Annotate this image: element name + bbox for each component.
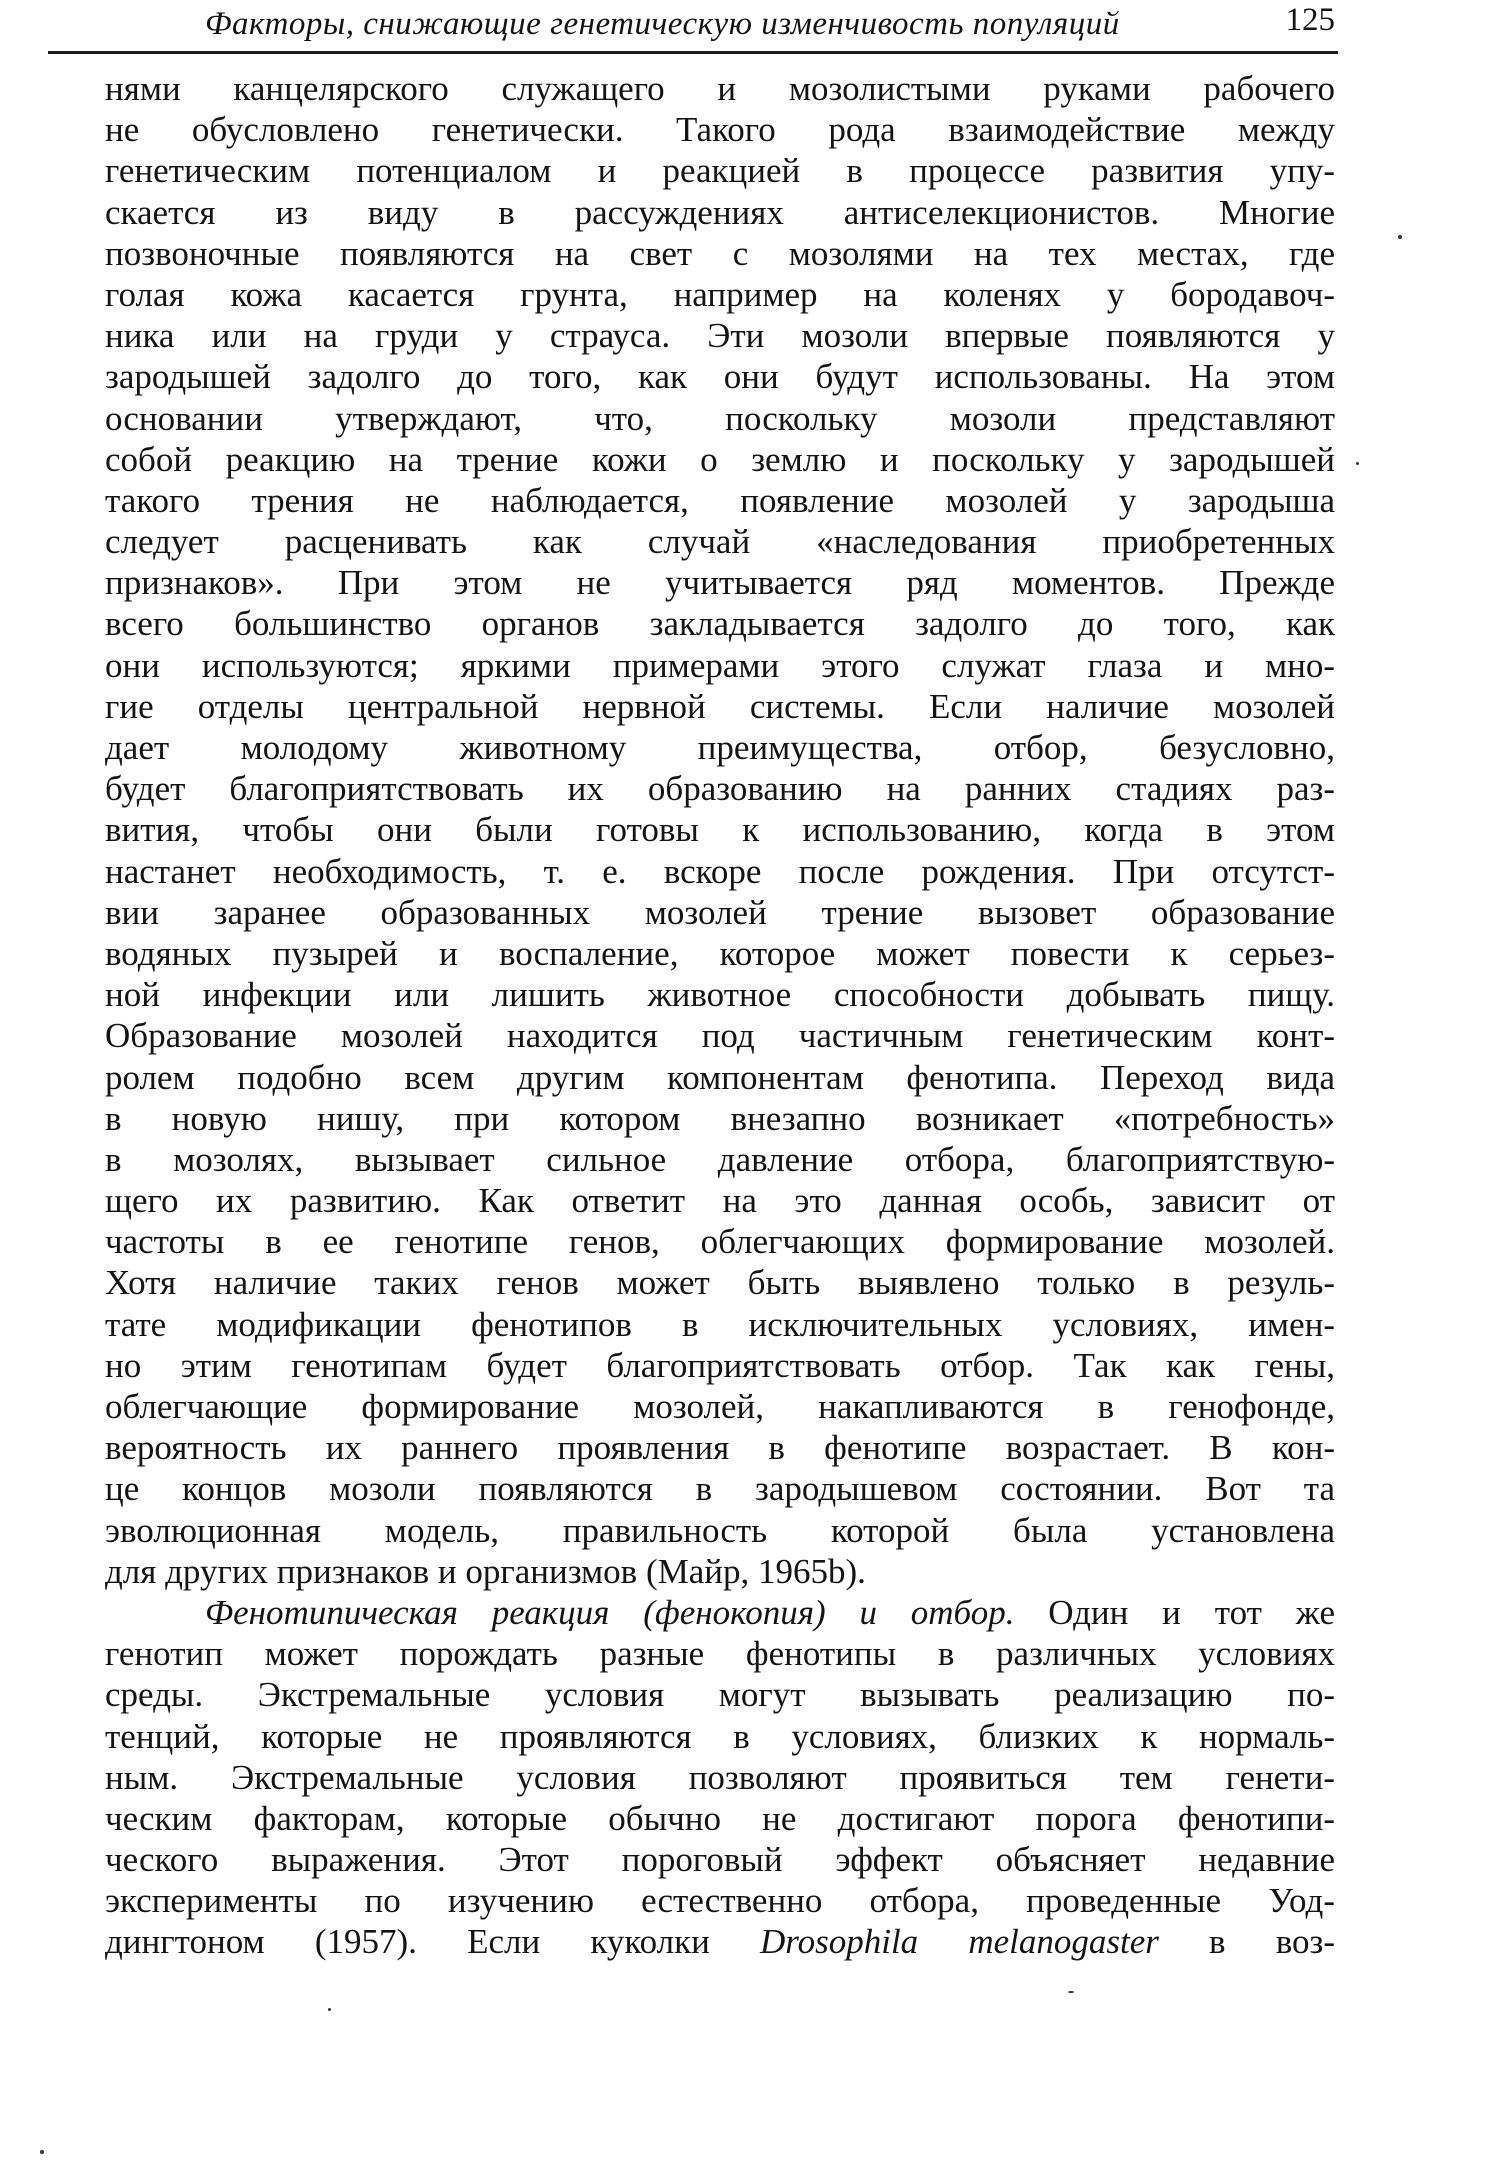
text-line: позвоночные появляются на свет с мозолями на тех местах, где <box>105 233 1335 273</box>
running-head <box>205 4 1335 52</box>
text-line: це концов мозоли появляются в зародышевом состоянии. Вот та <box>105 1469 1335 1509</box>
scan-speck <box>1068 1991 1074 1993</box>
text-line: не обусловлено генетически. Такого рода взаимодействие между <box>105 110 1335 150</box>
text-line: Образование мозолей находится под частичным генетическим конт- <box>105 1016 1335 1056</box>
text-line: ческого выражения. Этот пороговый эффект объясняет недавние <box>105 1840 1335 1880</box>
text-line: вития, чтобы они были готовы к использованию, когда в этом <box>105 810 1335 850</box>
text-line: ника или на груди у страуса. Эти мозоли впервые появляются у <box>105 316 1335 356</box>
species-name: Drosophila melanogaster <box>760 1922 1159 1962</box>
text-line: ным. Экстремальные условия позволяют проявиться тем генети- <box>105 1757 1335 1797</box>
text-line: тенций, которые не проявляются в условиях, близких к нормаль- <box>105 1716 1335 1756</box>
text-line: нями канцелярского служащего и мозолистыми руками рабочего <box>105 69 1335 108</box>
text-line: генетическим потенциалом и реакцией в процессе развития упу- <box>105 151 1335 191</box>
header-rule <box>48 51 1338 54</box>
text-line: ной инфекции или лишить животное способности добывать пищу. <box>105 975 1335 1015</box>
text-line: собой реакцию на трение кожи о землю и поскольку у зародышей <box>105 439 1335 479</box>
scan-speck <box>1356 462 1359 465</box>
page-number: 125 <box>1285 2 1335 38</box>
text-line: основании утверждают, что, поскольку мозоли представляют <box>105 398 1335 438</box>
paragraph-2 <box>105 1592 1335 1963</box>
scan-speck <box>328 2008 331 2011</box>
text-line: голая кожа касается грунта, например на коленях у бородавоч- <box>105 274 1335 314</box>
text-line: в новую нишу, при котором внезапно возникает «потребность» <box>105 1098 1335 1138</box>
text-line: вероятность их раннего проявления в фенотипе возрастает. В кон- <box>105 1428 1335 1468</box>
text-line: следует расценивать как случай «наследования приобретенных <box>105 522 1335 562</box>
text-line: ческим факторам, которые обычно не достигают порога фенотипи- <box>105 1798 1335 1838</box>
text-line: генотип может порождать разные фенотипы в различных условиях <box>105 1634 1335 1674</box>
text-line: тате модификации фенотипов в исключительных условиях, имен- <box>105 1304 1335 1344</box>
text-line: зародышей задолго до того, как они будут использованы. На этом <box>105 357 1335 397</box>
text-line: в мозолях, вызывает сильное давление отбора, благоприятствую- <box>105 1139 1335 1179</box>
scan-speck <box>40 2150 44 2154</box>
text-line: среды. Экстремальные условия могут вызывать реализацию по- <box>105 1675 1335 1715</box>
text-line: дает молодому животному преимущества, отбор, безусловно, <box>105 728 1335 767</box>
running-title: Факторы, снижающие генетическую изменчивость популяций <box>205 6 1120 42</box>
text-line: вии заранее образованных мозолей трение вызовет образование <box>105 892 1335 932</box>
text-line: для других признаков и организмов (Майр, 1965b). <box>105 1551 866 1591</box>
text-line: эксперименты по изучению естественно отбора, проведенные Уод- <box>105 1881 1335 1921</box>
text-run: дингтоном (1957). Если куколки <box>105 1922 710 1962</box>
text-line: будет благоприятствовать их образованию на ранних стадиях раз- <box>105 769 1335 809</box>
text-line <box>105 1921 1335 1962</box>
text-line: водяных пузырей и воспаление, которое может повести к серьез- <box>105 933 1335 973</box>
text-line <box>105 1592 1335 1633</box>
text-line: эволюционная модель, правильность которой была установлена <box>105 1510 1335 1550</box>
text-run: в воз- <box>1158 1922 1336 1962</box>
body-text <box>105 68 1335 1963</box>
text-line: но этим генотипам будет благоприятствовать отбор. Так как гены, <box>105 1345 1335 1385</box>
text-run: Один и тот же <box>1014 1592 1335 1632</box>
text-line: они используются; яркими примерами этого служат глаза и мно- <box>105 645 1335 685</box>
scan-speck <box>1398 235 1402 239</box>
text-line: настанет необходимость, т. е. вскоре после рождения. При отсутст- <box>105 851 1335 891</box>
text-line: всего большинство органов закладывается задолго до того, как <box>105 604 1335 644</box>
text-line: частоты в ее генотипе генов, облегчающих формирование мозолей. <box>105 1222 1335 1262</box>
text-line: гие отделы центральной нервной системы. Если наличие мозолей <box>105 686 1335 726</box>
text-line: щего их развитию. Как ответит на это данная особь, зависит от <box>105 1181 1335 1221</box>
paragraph-1 <box>105 68 1335 1592</box>
text-line: Хотя наличие таких генов может быть выявлено только в резуль- <box>105 1263 1335 1303</box>
text-line: ролем подобно всем другим компонентам фенотипа. Переход вида <box>105 1057 1335 1097</box>
text-line: облегчающие формирование мозолей, накапливаются в генофонде, <box>105 1387 1335 1426</box>
section-run-in-heading: Фенотипическая реакция (фенокопия) и отбор. <box>205 1592 1015 1632</box>
text-line: скается из виду в рассуждениях антиселекционистов. Многие <box>105 192 1335 232</box>
text-line: такого трения не наблюдается, появление мозолей у зародыша <box>105 480 1335 520</box>
text-line: признаков». При этом не учитывается ряд моментов. Прежде <box>105 563 1335 603</box>
